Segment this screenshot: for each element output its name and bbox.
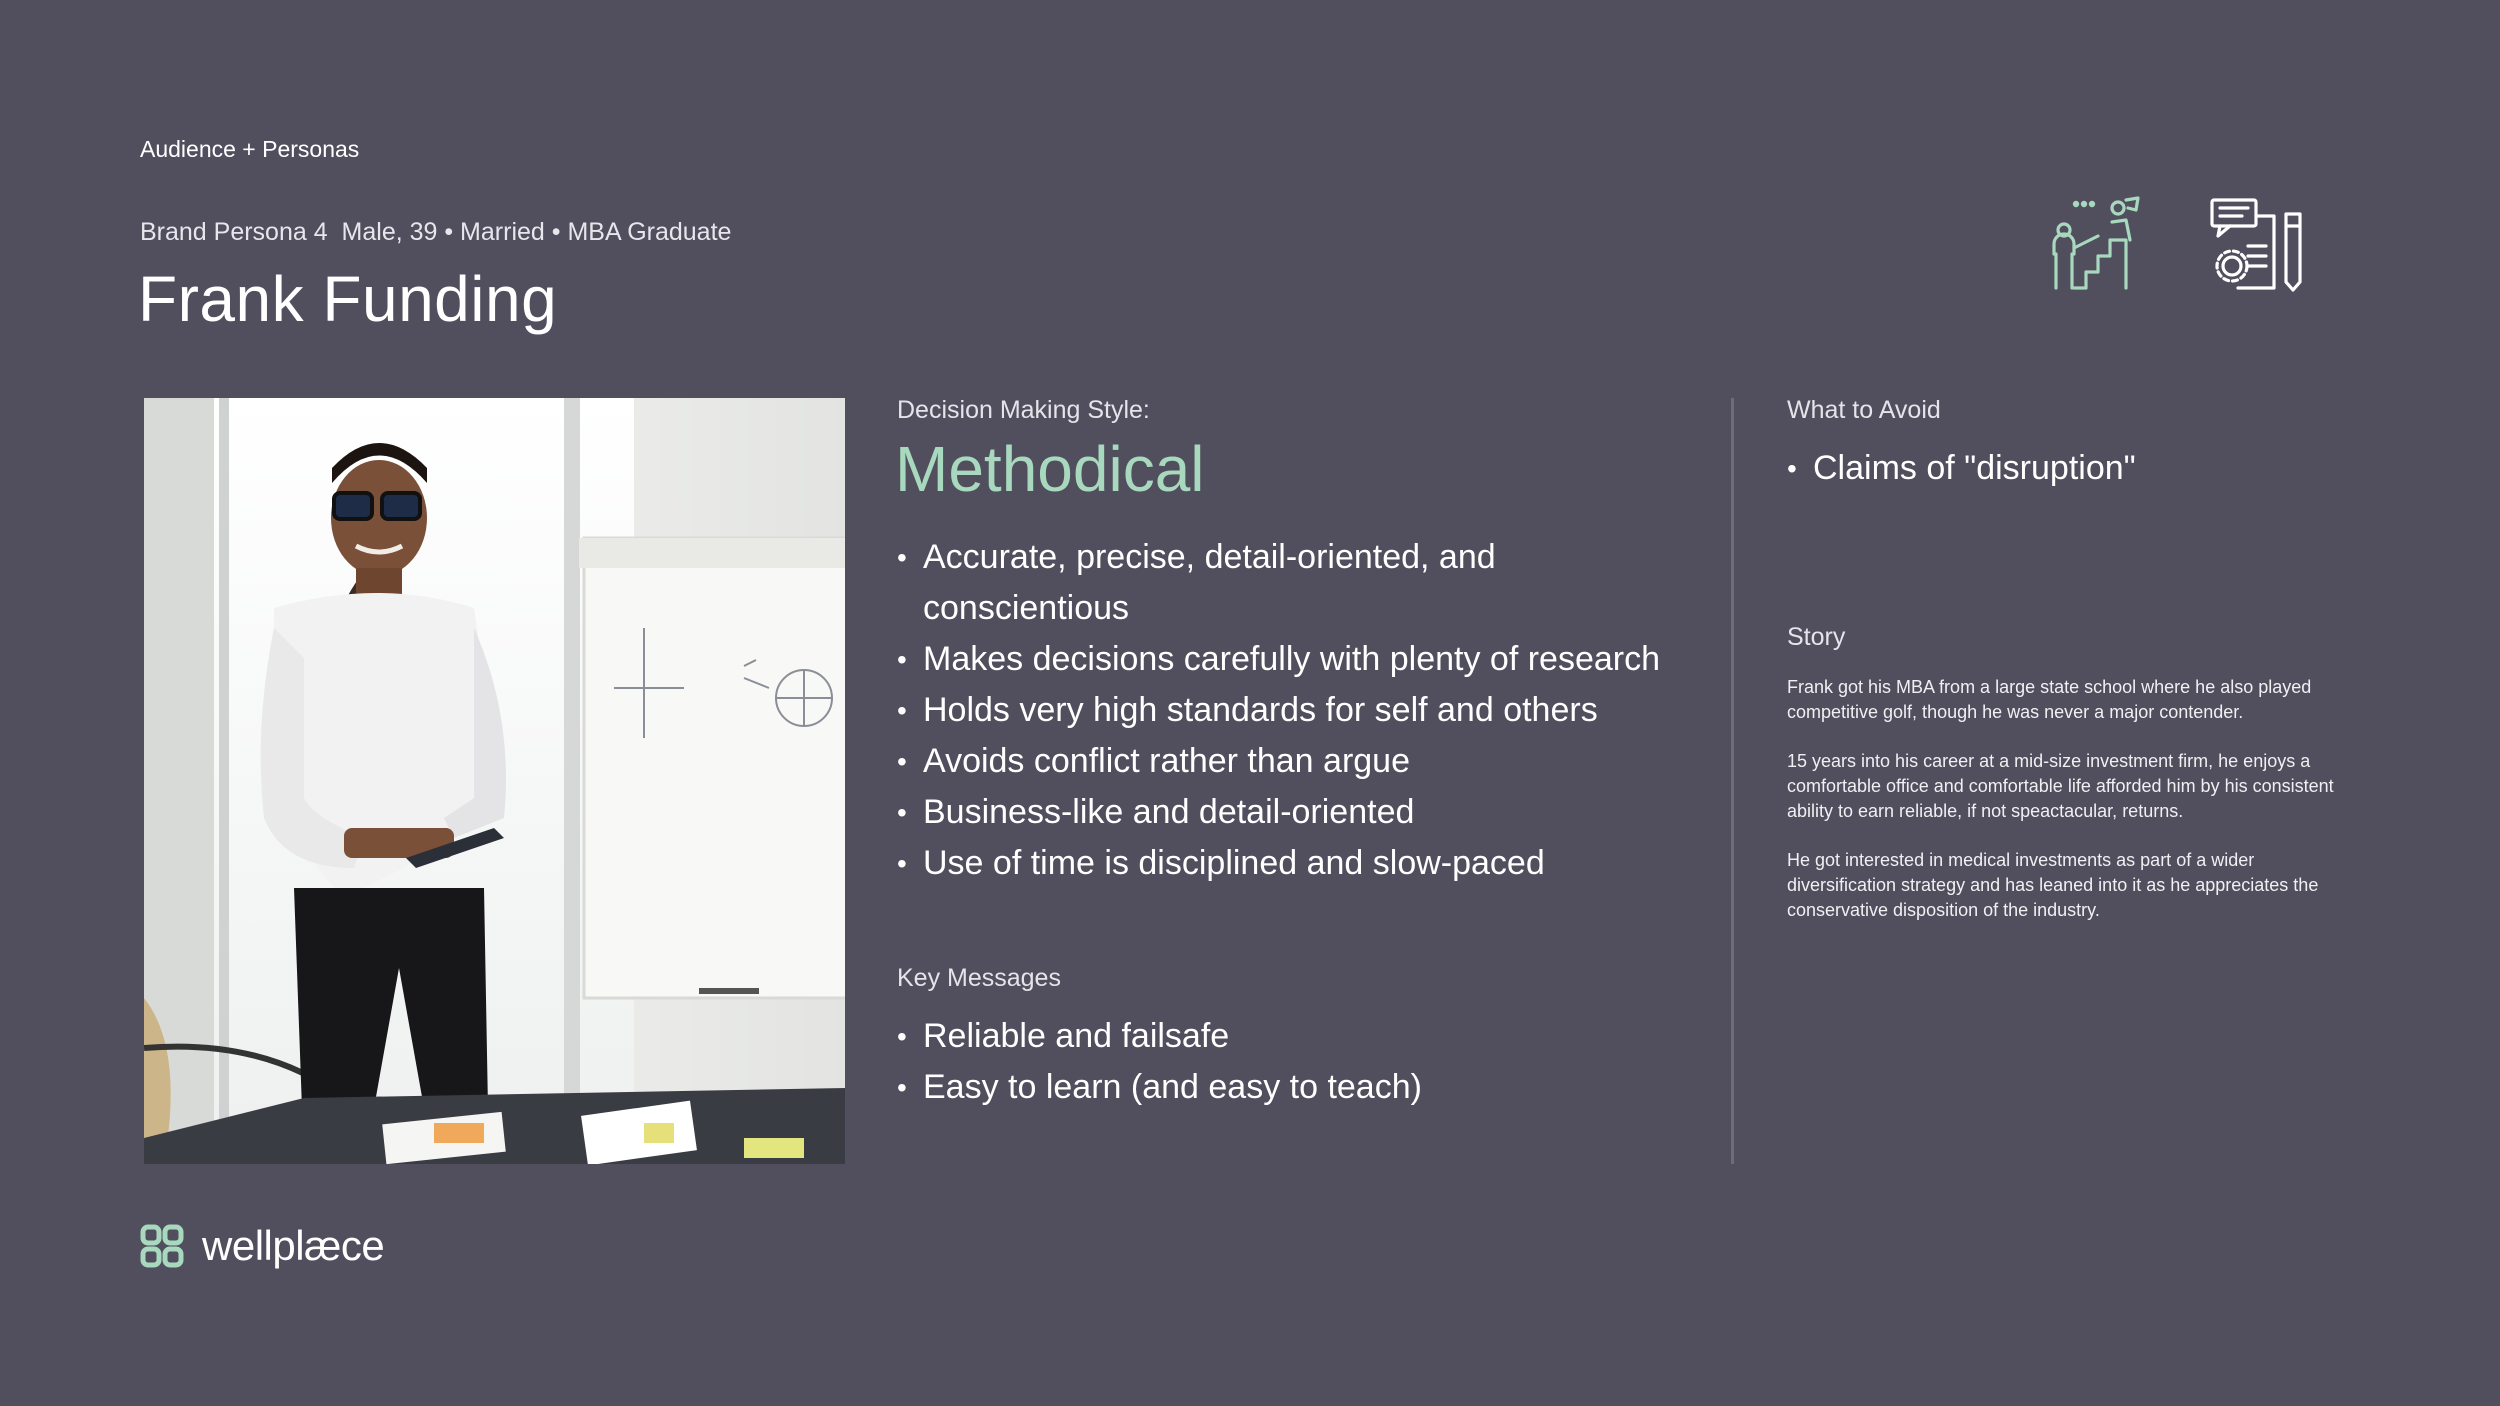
brand-mark-icon [140,1224,184,1268]
list-item: • Use of time is disciplined and slow-paced [897,838,1697,889]
list-item: • Easy to learn (and easy to teach) [897,1062,1697,1113]
persona-tag: Brand Persona 4 [140,218,328,246]
persona-name: Frank Funding [138,263,558,335]
persona-demographics: Male, 39 • Married • MBA Graduate [341,218,732,246]
list-item: • Reliable and failsafe [897,1011,1697,1062]
key-messages-list [897,1011,1697,1113]
story-paragraph: He got interested in medical investments as part of a wider diversification strategy and has leaned into it as he appreciates the conservative disposition of the industry. [1787,850,2319,920]
story-label: Story [1787,623,1846,651]
list-item: • Claims of "disruption" [1787,443,2347,494]
list-item: • Business-like and detail-oriented [897,787,1697,838]
decision-label: Decision Making Style: [897,396,1150,424]
avoid-list [1787,443,2347,494]
list-item: • Holds very high standards for self and others [897,685,1697,736]
brand-logo [140,1222,384,1270]
list-item: • Avoids conflict rather than argue [897,736,1697,787]
key-messages-label: Key Messages [897,964,1061,992]
avoid-label: What to Avoid [1787,396,1941,424]
story-paragraph: 15 years into his career at a mid-size investment firm, he enjoys a comfortable office and comfortable life afforded him by his consistent ability to earn reliable, if not speactacular, returns. [1787,751,2334,821]
story-paragraph: Frank got his MBA from a large state school where he also played competitive golf, though he was never a major contender. [1787,677,2312,722]
decision-style: Methodical [895,433,1205,505]
strategy-document-icon [2208,196,2304,292]
list-item: • Accurate, precise, detail-oriented, and conscientious [897,532,1697,634]
section-label: Audience + Personas [140,136,360,162]
story-text [1787,675,2367,947]
persona-photo [144,398,845,1164]
persona-meta-line [140,218,731,247]
column-divider [1731,398,1734,1164]
decision-traits-list [897,532,1697,889]
leadership-icon [2046,196,2142,292]
list-item: • Makes decisions carefully with plenty of research [897,634,1697,685]
brand-name: wellplæce [202,1222,385,1269]
